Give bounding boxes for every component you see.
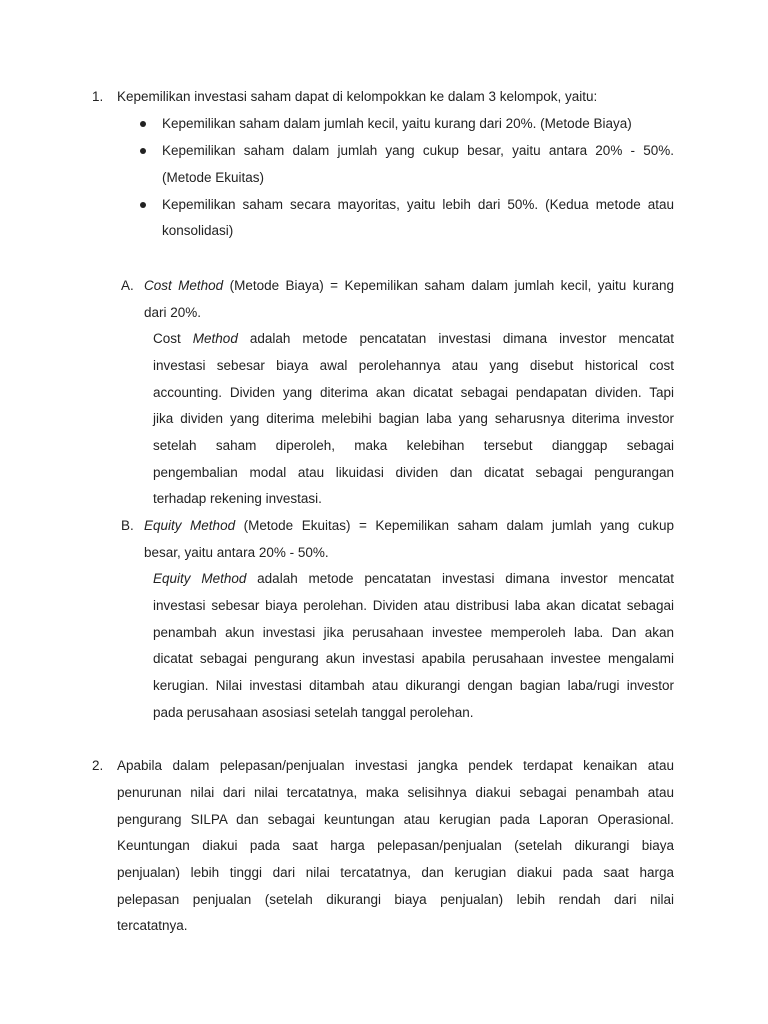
section-b-heading-line2: besar, yaitu antara 20% - 50%. [144,545,329,560]
item2-line: tercatatnya. [117,918,188,933]
section-b-heading-rest: (Metode Ekuitas) = Kepemilikan saham dalam jumlah yang cukup [235,518,674,533]
item2-line: pelepasan penjualan (setelah dikurangi biaya penjualan) lebih rendah dari nilai [117,892,674,907]
section-b-para-line: dicatat sebagai pengurang akun investasi apabila perusahaan investee mengalami [153,651,674,666]
item1-bullet3-line1: Kepemilikan saham secara mayoritas, yaitu lebih dari 50%. (Kedua metode atau [162,197,674,212]
section-b-heading [144,517,674,535]
section-a-para-plain: Cost [153,331,193,346]
section-a-para-line: jika dividen yang diterima melebihi bagian laba yang seharusnya diterima investor [153,411,674,426]
bullet-icon [140,148,146,154]
item1-bullet3-line2: konsolidasi) [162,223,234,238]
section-a-para-line: accounting. Dividen yang diterima akan dicatat sebagai pendapatan dividen. Tapi [153,385,674,400]
section-a-para-line: setelah saham diperoleh, maka kelebihan tersebut dianggap sebagai [153,438,674,453]
section-a-heading [144,277,674,295]
section-b-para-line: penambah akun investasi jika perusahaan investee memperoleh laba. Dan akan [153,625,674,640]
section-b-para-rest: adalah metode pencatatan investasi dimana investor mencatat [246,571,674,586]
item1-intro: Kepemilikan investasi saham dapat di kelompokkan ke dalam 3 kelompok, yaitu: [117,89,598,104]
section-a-para-line: terhadap rekening investasi. [153,491,322,506]
section-a-term: Cost Method [144,278,224,293]
item2-line: pengurang SILPA dan sebagai keuntungan atau kerugian pada Laporan Operasional. [117,812,674,827]
item2-line: Keuntungan diakui pada saat harga pelepasan/penjualan (setelah dikurangi biaya [117,838,674,853]
section-b-term: Equity Method [144,518,236,533]
list-number-1: 1. [92,89,104,104]
section-a-heading-rest: (Metode Biaya) = Kepemilikan saham dalam jumlah kecil, yaitu kurang [223,278,674,293]
item2-line: Apabila dalam pelepasan/penjualan investasi jangka pendek terdapat kenaikan atau [117,758,674,773]
section-a-heading-line2: dari 20%. [144,305,202,320]
section-a-letter: A. [121,278,134,293]
item1-bullet2-line2: (Metode Ekuitas) [162,170,265,185]
item1-bullet1-line1: Kepemilikan saham dalam jumlah kecil, yaitu kurang dari 20%. (Metode Biaya) [162,116,632,131]
section-b-para-line: investasi sebesar biaya perolehan. Dividen atau distribusi laba akan dicatat sebagai [153,598,674,613]
bullet-icon [140,202,146,208]
section-a-para-line1 [153,330,674,348]
list-number-2: 2. [92,758,104,773]
item1-bullet2-line1: Kepemilikan saham dalam jumlah yang cukup besar, yaitu antara 20% - 50%. [162,143,674,158]
section-b-para-line: pada perusahaan asosiasi setelah tanggal perolehan. [153,705,474,720]
section-b-letter: B. [121,518,134,533]
section-a-para-italic: Method [192,331,238,346]
section-b-para-italic: Equity Method [153,571,247,586]
item2-line: penjualan) lebih tinggi dari nilai tercatatnya, dan kerugian diakui pada saat harga [117,865,674,880]
section-b-para-line1 [153,570,674,588]
section-a-para-line: pengembalian modal atau likuidasi dividen dan dicatat sebagai pengurangan [153,465,674,480]
section-b-para-line: kerugian. Nilai investasi ditambah atau dikurangi dengan bagian laba/rugi investor [153,678,674,693]
item2-line: penurunan nilai dari nilai tercatatnya, maka selisihnya diakui sebagai penambah atau [117,785,674,800]
section-a-para-line: investasi sebesar biaya awal perolehannya atau yang disebut historical cost [153,358,674,373]
section-a-para-rest: adalah metode pencatatan investasi dimana investor mencatat [237,331,675,346]
bullet-icon [140,121,146,127]
